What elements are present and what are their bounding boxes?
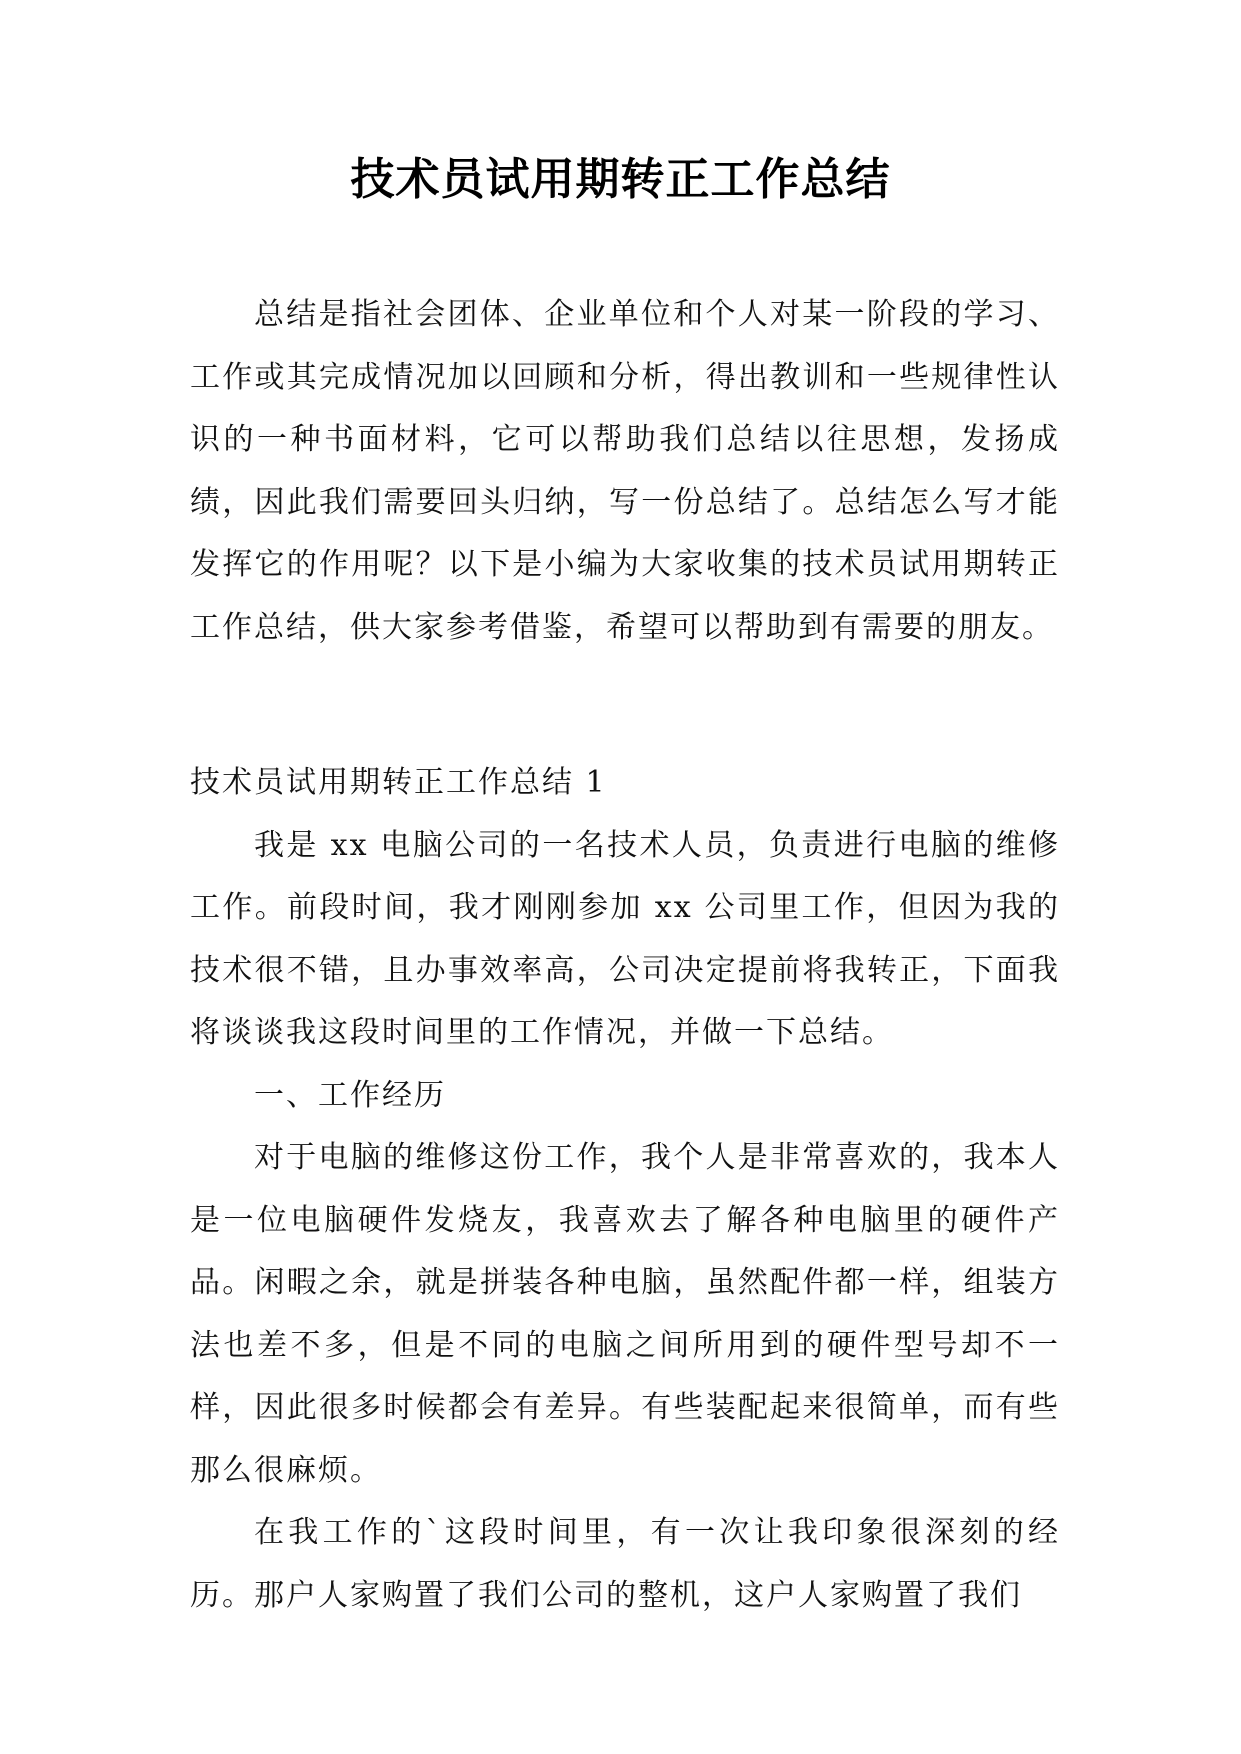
- section-title: 技术员试用期转正工作总结 1: [190, 765, 607, 800]
- intro-block: [190, 284, 1060, 659]
- document-title: 技术员试用期转正工作总结: [350, 154, 891, 205]
- intro-paragraph: 总结是指社会团体、企业单位和个人对某一阶段的学习、工作或其完成情况加以回顾和分析，得出教训和一些规律性认识的一种书面材料，它可以帮助我们总结以往思想，发扬成绩，因此我们需要回头归纳，写一份总结了。总结怎么写才能发挥它的作用呢？以下是小编为大家收集的技术员试用期转正工作总结，供大家参考借鉴，希望可以帮助到有需要的朋友。: [190, 297, 1060, 645]
- subheading-work-experience: 一、工作经历: [254, 1077, 446, 1113]
- body-paragraph: 在我工作的`这段时间里，有一次让我印象很深刻的经历。那户人家购置了我们公司的整机，这户人家购置了我们: [190, 1515, 1060, 1613]
- body-paragraph: 我是 xx 电脑公司的一名技术人员，负责进行电脑的维修工作。前段时间，我才刚刚参加 xx 公司里工作，但因为我的技术很不错，且办事效率高，公司决定提前将我转正，下面我将谈谈我这段时间里的工作情况，并做一下总结。: [190, 827, 1060, 1050]
- section-block: [190, 752, 1060, 1627]
- body-paragraph: 对于电脑的维修这份工作，我个人是非常喜欢的，我本人是一位电脑硬件发烧友，我喜欢去了解各种电脑里的硬件产品。闲暇之余，就是拼装各种电脑，虽然配件都一样，组装方法也差不多，但是不同的电脑之间所用到的硬件型号却不一样，因此很多时候都会有差异。有些装配起来很简单，而有些那么很麻烦。: [190, 1140, 1060, 1488]
